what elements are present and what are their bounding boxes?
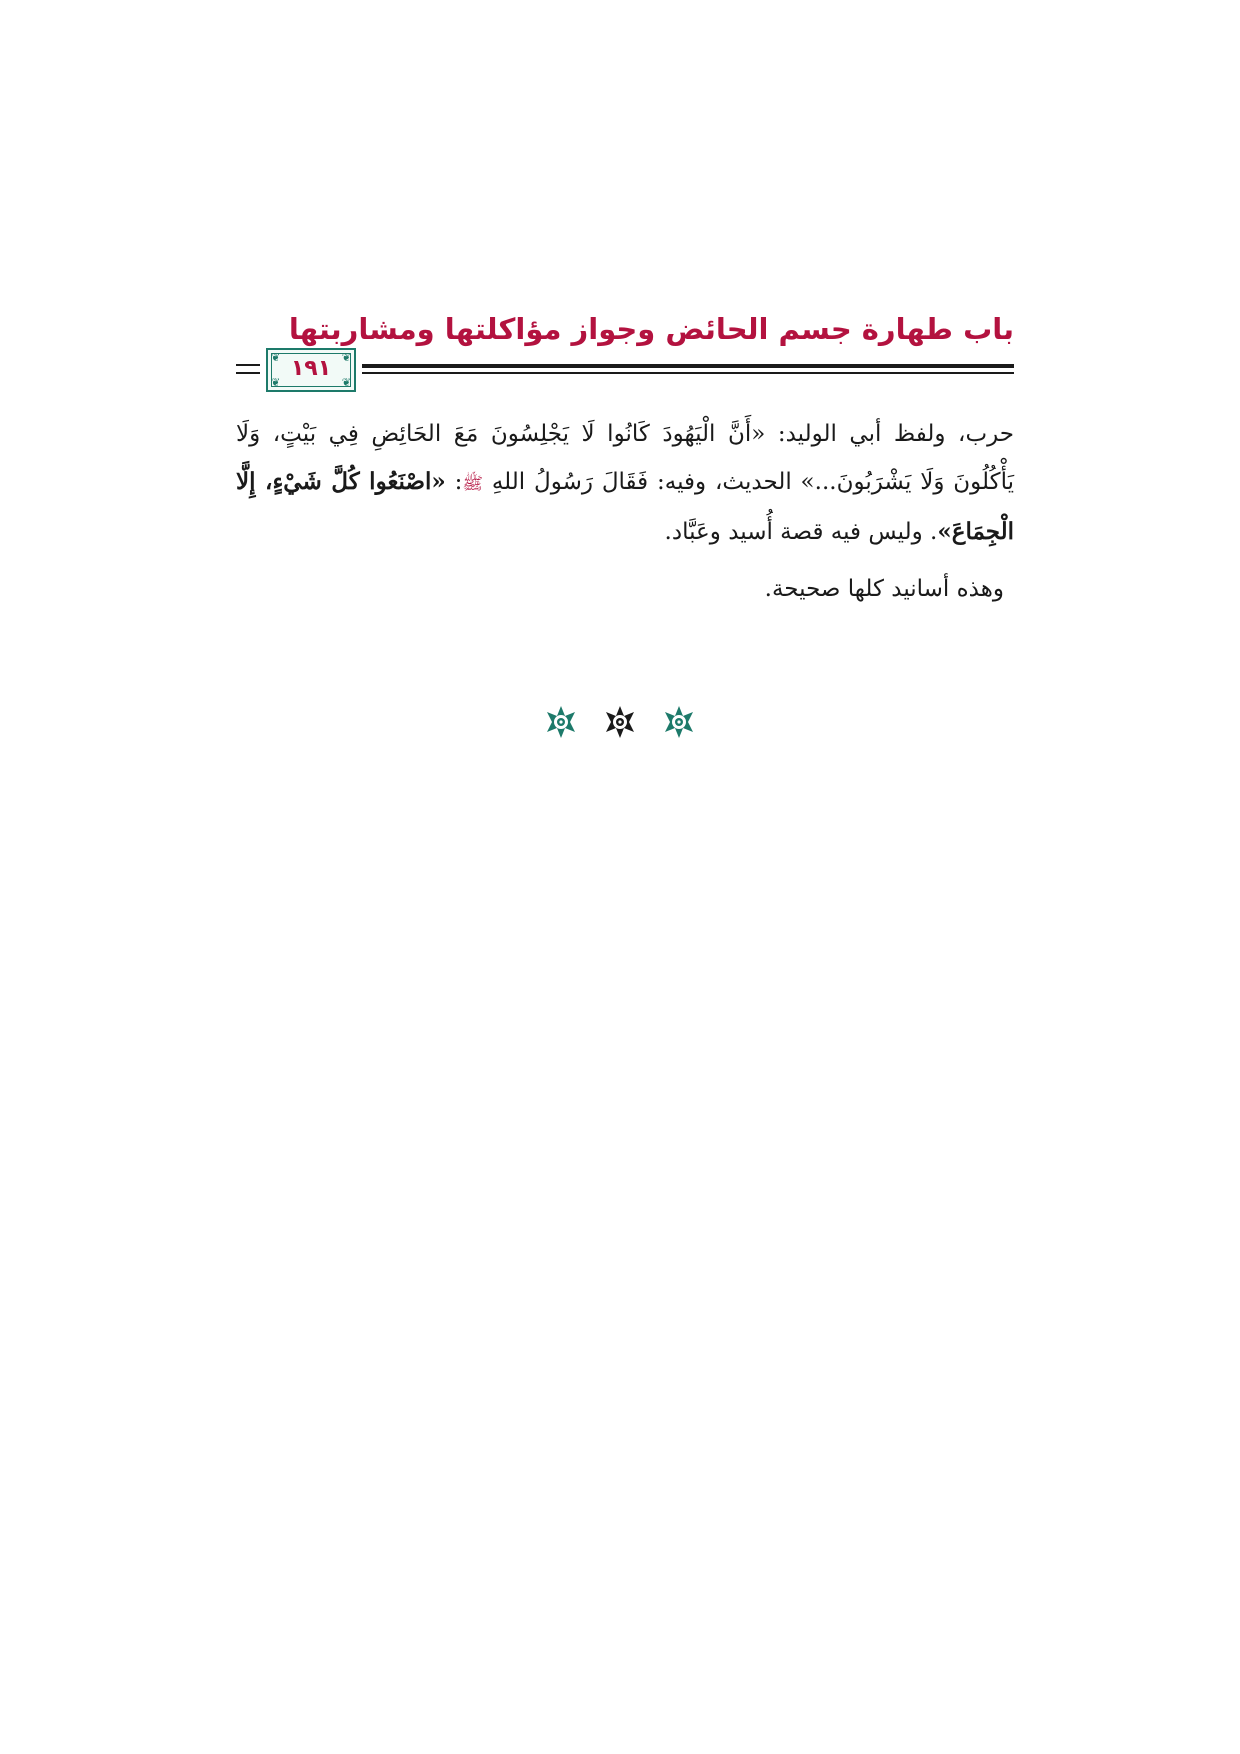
text-line: حرب، ولفظ أبي الوليد: «أَنَّ الْيَهُودَ كَانُوا لَا يَجْلِسُونَ مَعَ الحَائِضِ فِي (328, 421, 1015, 447)
corner-flourish-icon: ❦ (271, 351, 281, 364)
corner-flourish-icon: ❦ (341, 376, 351, 389)
body-paragraph (236, 410, 1014, 556)
star-ornament-green-icon (544, 705, 578, 739)
section-divider (0, 705, 1240, 743)
header-rule-left (236, 364, 260, 374)
page-number: ١٩١ (290, 356, 332, 381)
hadith-quote: «اصْنَعُوا كُلَّ شَيْءٍ، إِلَّا الْجِمَاعَ» (236, 468, 1014, 545)
colon: : (454, 469, 463, 495)
header-rule-right (362, 364, 1014, 374)
corner-flourish-icon: ❦ (341, 351, 351, 364)
text-line: بَيْتٍ، وَلَا يَأْكُلُونَ وَلَا يَشْرَبُونَ...» الحديث، وفيه: فَقَالَ رَسُولُ اللهِ (236, 421, 1015, 495)
chapter-title: باب طهارة جسم الحائض وجواز مؤاكلتها ومشاربتها (288, 312, 1014, 346)
page-header (236, 312, 1014, 392)
star-ornament-green-icon (662, 705, 696, 739)
closing-paragraph: وهذه أسانيد كلها صحيحة. (764, 576, 1004, 602)
page-number-frame (266, 348, 356, 392)
corner-flourish-icon: ❦ (271, 376, 281, 389)
salutation-ligature: ﷺ (462, 474, 483, 494)
text-line: . وليس فيه قصة أُسيد وعَبَّاد. (664, 519, 938, 545)
star-ornament-black-icon (603, 705, 637, 739)
